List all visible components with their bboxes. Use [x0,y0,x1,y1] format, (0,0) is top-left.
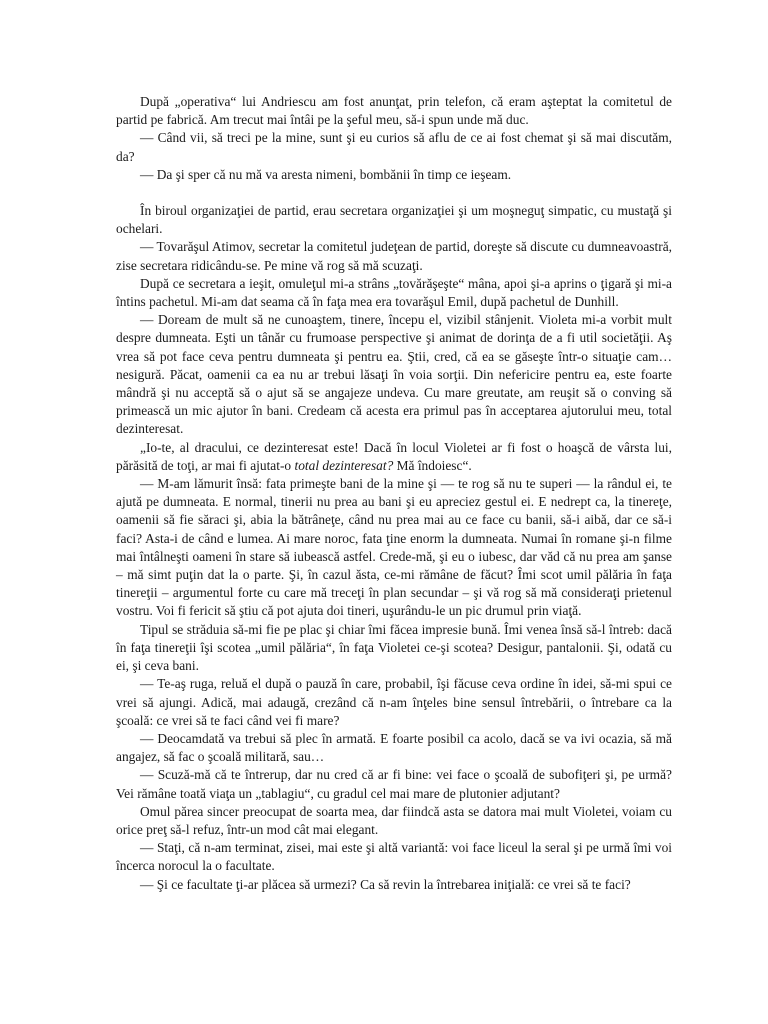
paragraph [116,803,672,839]
paragraph [116,238,672,274]
text-run: În biroul organizaţiei de partid, erau secretara organizaţiei şi um moşneguţ simpatic, cu mustaţă şi ochelari. [116,203,672,237]
paragraph [116,621,672,676]
text-run: — Când vii, să treci pe la mine, sunt şi eu curios să aflu de ce ai fost chemat şi să mai discutăm, da? [116,130,672,164]
paragraph [116,439,672,475]
text-run: — Scuză-mă că te întrerup, dar nu cred că ar fi bine: vei face o şcoală de subofiţeri şi, pe urmă? Vei rămâne toată viaţa un „tablagiu“, cu gradul cel mai mare de plutonier adjutant? [116,767,672,801]
text-run: După ce secretara a ieşit, omuleţul mi-a strâns „tovărăşeşte“ mâna, apoi şi-a aprins o ţigară şi mi-a întins pachetul. Mi-am dat seama că în faţa mea era tovarăşul Emil, după pachetul de Dunhill. [116,275,672,310]
paragraph [116,275,672,311]
paragraph [116,166,672,184]
text-run: — Tovarăşul Atimov, secretar la comitetul judeţean de partid, doreşte să discute cu dumneavoastră, zise secretara ridicându-se. Pe mine vă rog să mă scuzaţi. [116,239,672,273]
italic-text: total dezinteresat? [294,457,394,473]
paragraph [116,730,672,766]
paragraph [116,876,672,894]
text-run: — Doream de mult să ne cunoaştem, tinere, începu el, vizibil stânjenit. Violeta mi-a vorbit mult despre dumneata. Eşti un tânăr cu frumoase perspective şi animat de dorinţa de a fi util societăţii. Aş vrea să pot face ceva pentru dumneata şi pentru ea. Ştii, cred, că ea se găseşte într-o situaţie cam… nesigură. Păcat, oamenii ca ea nu ar trebui lăsaţi în voia sorţii. Din nefericire pentru ea, este foarte mândră şi nu acceptă să o ajut să se angajeze undeva. Cu mare greutate, am reuşit să o conving să primească un mic ajutor în bani. Credeam că acesta era primul pas în acceptarea ajutorului meu, total dezinteresat. [116,312,672,437]
paragraph [116,202,672,238]
text-run: Tipul se străduia să-mi fie pe plac şi chiar îmi făcea impresie bună. Îmi venea însă să-l întreb: dacă în faţa tinereţii îşi scotea „umil pălăria“, în faţa Violetei ce-şi scotea? Desigur, pantalonii. Şi, odată cu ei, şi ceva bani. [116,621,672,674]
paragraph [116,839,672,875]
text-run: — M-am lămurit însă: fata primeşte bani de la mine şi — te rog să nu te superi — la rândul ei, te ajută pe dumneata. E normal, tinerii nu prea au bani şi eu apreciez gestul ei. E nedrept ca, la tinereţe, oamenii să fie săraci şi, abia la bătrâneţe, când nu prea mai au ce face cu banii, să-i aibă, dar ce să-i faci? Asta-i de când e lumea. Ai mare noroc, fata ţine enorm la dumneata. Numai în romane şi-n filme mai întâlneşti oameni în stare să iubească astfel. Crede-mă, şi eu o iubesc, dar văd că nu prea am şanse – mă simt puţin dat la o parte. Şi, în cazul ăsta, ce-mi rămâne de făcut? Îmi scot umil pălăria în faţa tinereţii – argumentul forte cu care mă treceţi în plan secundar – şi vă rog să mă consideraţi prietenul vostru. Voi fi fericit să ştiu că pot ajuta doi tineri, uşurându-le un pic drumul prin viaţă. [116,476,672,619]
page-text [116,93,672,894]
paragraph [116,129,672,165]
paragraph [116,311,672,438]
paragraph [116,675,672,730]
text-run: Omul părea sincer preocupat de soarta mea, dar fiindcă asta se datora mai mult Violetei, voiam cu orice preţ să-l refuz, într-un mod cât mai elegant. [116,803,672,837]
text-run: Mă îndoiesc“. [393,457,472,473]
paragraph [116,93,672,129]
text-run: — Şi ce facultate ţi-ar plăcea să urmezi? Ca să revin la întrebarea iniţială: ce vrei să te faci? [140,876,631,892]
paragraph [116,766,672,802]
text-run: După „operativa“ lui Andriescu am fost anunţat, prin telefon, că eram aşteptat la comitetul de partid pe fabrică. Am trecut mai întâi pe la şeful meu, să-i spun unde mă duc. [116,94,672,128]
text-run: — Te-aş ruga, reluă el după o pauză în care, probabil, îşi făcuse ceva ordine în idei, să-mi spui ce vrei să ajungi. Adică, mai adaugă, crezând că n-am înţeles bine sensul întrebării, o întrebare ca la şcoală: ce vrei să te faci când vei fi mare? [116,676,672,728]
paragraph [116,475,672,621]
text-run: — Staţi, că n-am terminat, zisei, mai este şi altă variantă: voi face liceul la seral şi pe urmă îmi voi încerca norocul la o facultate. [116,840,672,874]
text-run: — Da şi sper că nu mă va aresta nimeni, bombănii în timp ce ieşeam. [140,166,512,182]
text-run: — Deocamdată va trebui să plec în armată. E foarte posibil ca acolo, dacă se va ivi ocazia, să mă angajez, să fac o şcoală militară, sau… [116,730,672,765]
text-run: „Io-te, al dracului, ce dezinteresat este! Dacă în locul Violetei ar fi fost o hoaşcă de vârsta lui, părăsită de toţi, ar mai fi ajutat-o [116,439,672,473]
